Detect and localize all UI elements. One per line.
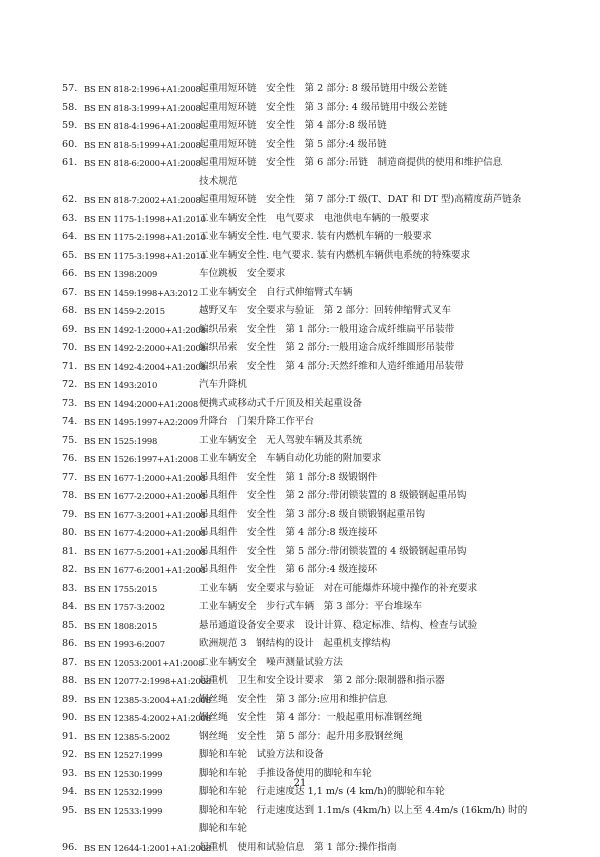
standard-title: 编织吊索 安全性 第 1 部分:一般用途合成纤维扁平吊装带 [199,323,455,335]
item-number: 67. [62,286,78,298]
item-number: 63. [62,212,78,224]
standard-item [0,247,600,265]
standard-code: BS EN 12077-2:1998+A1:2008 [84,676,211,686]
standard-item [0,265,600,283]
standard-title: 工业车辆安全 步行式车辆 第 3 部分：平台堆垛车 [199,601,423,612]
standard-item [0,432,600,450]
item-number: 64. [62,231,78,242]
standard-title: 悬吊通道设备安全要求 设计计算、稳定标准、结构、检查与试验 [199,619,478,631]
standard-title: 工业车辆安全 噪声测量试验方法 [199,656,343,668]
standard-code: BS EN 818-6:2000+A1:2008 [84,158,201,168]
standard-code: BS EN 12532:1999 [84,787,163,797]
standard-title-continuation-row [0,173,600,191]
standard-item [0,228,600,246]
standard-title: 起重用短环链 安全性 第 5 部分:4 级吊链 [199,138,387,150]
standard-code: BS EN 12530:1999 [84,768,163,779]
standard-item [0,746,600,764]
item-number: 83. [62,582,78,594]
standard-title: 吊具组件 安全性 第 4 部分:8 级连接环 [199,527,378,538]
standard-code: BS EN 1175-1:1998+A1:2010 [84,213,206,224]
item-number: 90. [62,712,78,723]
standard-code: BS EN 12385-5:2002 [84,731,170,742]
item-number: 93. [62,767,78,779]
standard-code: BS EN 1492-1:2000+A1:2008 [84,324,206,335]
item-number: 61. [62,157,78,168]
standard-item [0,136,600,154]
item-number: 91. [62,730,78,742]
standard-title: 便携式或移动式千斤顶及相关起重设备 [199,397,363,409]
standard-item [0,709,600,727]
standard-code: BS EN 12527:1999 [84,750,163,760]
standard-code: BS EN 1525:1998 [84,435,158,446]
standard-item [0,302,600,320]
item-number: 70. [62,342,78,353]
item-number: 71. [62,360,78,372]
standard-item [0,635,600,653]
standard-item [0,80,600,98]
item-number: 96. [62,841,78,853]
standard-title: 欧洲规范 3 钢结构的设计 起重机支撑结构 [199,638,391,649]
standard-code: BS EN 1493:2010 [84,380,158,390]
standard-title: 编织吊索 安全性 第 4 部分:天然纤维和人造纤维通用吊装带 [199,360,464,372]
standard-item [0,654,600,672]
standard-item [0,543,600,561]
standard-item [0,358,600,376]
standard-code: BS EN 1494:2000+A1:2008 [84,398,199,409]
standard-title: 脚轮和车轮 手推设备使用的脚轮和车轮 [199,767,372,779]
standard-title: 起重用短环链 安全性 第 6 部分:吊链 制造商提供的使用和维护信息 [199,157,503,168]
standard-item [0,191,600,209]
standard-code: BS EN 818-5:1999+A1:2008 [84,139,201,150]
standard-item [0,321,600,339]
standard-title: 汽车升降机 [199,379,247,390]
standard-code: BS EN 1398:2009 [84,269,158,279]
standard-title: 工业车辆安全 车辆自动化功能的附加要求 [199,453,382,464]
item-number: 76. [62,453,78,464]
item-number: 69. [62,323,78,335]
standard-title: 起重用短环链 安全性 第 3 部分: 4 级吊链用中级公差链 [199,101,448,113]
standard-item [0,413,600,431]
standard-title: 工业车辆安全性 电气要求 电池供电车辆的一般要求 [199,212,430,224]
item-number: 78. [62,490,78,501]
standard-title: 起重用短环链 安全性 第 2 部分: 8 级吊链用中级公差链 [199,83,448,94]
standard-title: 起重机 卫生和安全设计要求 第 2 部分:限制器和指示器 [199,675,445,686]
standard-item [0,154,600,172]
standard-item [0,395,600,413]
item-number: 73. [62,397,78,409]
standard-title: 钢丝绳 安全性 第 3 部分:应用和维护信息 [199,693,388,705]
item-number: 66. [62,268,78,279]
standard-code: BS EN 1175-3:1998+A1:2010 [84,250,206,261]
standard-code: BS EN 1459:1998+A3:2012 [84,287,199,298]
standard-title: 工业车辆安全性. 电气要求. 装有内燃机车辆供电系统的特殊要求 [199,249,471,261]
standard-code: BS EN 1808:2015 [84,620,158,631]
item-number: 68. [62,305,78,316]
standard-title: 钢丝绳 安全性 第 4 部分：一般起重用标准钢丝绳 [199,712,423,723]
standard-title: 车位跳板 安全要求 [199,268,286,279]
standard-item [0,210,600,228]
item-number: 89. [62,693,78,705]
standard-code: BS EN 1677-3:2001+A1:2008 [84,509,206,520]
page-number: 21 [293,778,307,789]
standard-title-continuation-row [0,820,600,838]
item-number: 79. [62,508,78,520]
standard-title: 工业车辆安全 无人驾驶车辆及其系统 [199,434,363,446]
standard-code: BS EN 12385-4:2002+A1:2008 [84,713,211,723]
item-number: 75. [62,434,78,446]
standard-code: BS EN 12053:2001+A1:2008 [84,657,204,668]
standard-code: BS EN 1677-6:2001+A1:2008 [84,565,206,575]
standard-title: 起重机 使用和试验信息 第 1 部分:操作指南 [199,841,397,853]
item-number: 60. [62,138,78,150]
item-number: 72. [62,379,78,390]
standard-title: 工业车辆 安全要求与验证 对在可能爆炸环境中操作的补充要求 [199,582,478,594]
standard-item [0,99,600,117]
standard-item [0,728,600,746]
standard-item [0,339,600,357]
standard-item [0,524,600,542]
standard-title-continuation: 技术规范 [199,175,238,187]
item-number: 86. [62,638,78,649]
standard-title: 脚轮和车轮 行走速度达 1,1 m/s (4 km/h)的脚轮和车轮 [199,786,445,797]
standard-title: 工业车辆安全性. 电气要求. 装有内燃机车辆的一般要求 [199,231,432,242]
standard-item [0,450,600,468]
standard-code: BS EN 12644-1:2001+A1:2008 [84,842,211,853]
item-number: 87. [62,656,78,668]
item-number: 92. [62,749,78,760]
item-number: 95. [62,804,78,816]
standard-code: BS EN 1526:1997+A1:2008 [84,454,199,464]
item-number: 85. [62,619,78,631]
standard-item [0,487,600,505]
standard-code: BS EN 1677-1:2000+A1:2008 [84,472,206,483]
standard-code: BS EN 1175-2:1998+A1:2010 [84,232,206,242]
item-number: 84. [62,601,78,612]
standard-code: BS EN 1677-4:2000+A1:2008 [84,528,206,538]
standard-title: 吊具组件 安全性 第 1 部分:8 级锻钢件 [199,471,378,483]
standard-title: 吊具组件 安全性 第 3 部分:8 级自锁锻钢起重吊钩 [199,508,426,520]
item-number: 59. [62,120,78,131]
item-number: 74. [62,416,78,427]
standard-code: BS EN 818-3:1999+A1:2008 [84,102,201,113]
item-number: 62. [62,194,78,205]
standard-code: BS EN 1677-2:2000+A1:2008 [84,491,206,501]
item-number: 57. [62,83,78,94]
standard-code: BS EN 1755:2015 [84,583,158,594]
item-number: 80. [62,527,78,538]
standard-code: BS EN 1492-4:2004+A1:2008 [84,361,206,372]
standard-title: 吊具组件 安全性 第 2 部分:带闭锁装置的 8 级锻钢起重吊钩 [199,490,467,501]
standard-code: BS EN 1459-2:2015 [84,306,165,316]
standard-title: 脚轮和车轮 行走速度达到 1.1m/s (4km/h) 以上至 4.4m/s (16km/h) 时的 [199,804,528,816]
item-number: 58. [62,101,78,113]
standard-item [0,617,600,635]
standard-item [0,691,600,709]
standard-item [0,376,600,394]
standard-item [0,598,600,616]
standard-item [0,802,600,820]
standard-item [0,672,600,690]
standard-title: 脚轮和车轮 试验方法和设备 [199,749,324,760]
standard-title: 钢丝绳 安全性 第 5 部分：起升用多股钢丝绳 [199,730,404,742]
standard-title: 起重用短环链 安全性 第 7 部分:T 级(T、DAT 和 DT 型)高精度葫芦链条 [199,194,522,205]
standard-item [0,284,600,302]
standard-item [0,506,600,524]
standard-title: 编织吊索 安全性 第 2 部分:一般用途合成纤维圆形吊装带 [199,342,455,353]
item-number: 65. [62,249,78,261]
standard-title: 吊具组件 安全性 第 5 部分:带闭锁装置的 4 级锻钢起重吊钩 [199,545,467,557]
item-number: 82. [62,564,78,575]
standard-title-continuation: 脚轮和车轮 [199,823,247,834]
standard-title: 工业车辆安全 自行式伸缩臂式车辆 [199,286,353,298]
standard-code: BS EN 1993-6:2007 [84,639,165,649]
standard-item [0,117,600,135]
standard-title: 吊具组件 安全性 第 6 部分:4 级连接环 [199,564,378,575]
standard-code: BS EN 1492-2:2000+A1:2008 [84,343,206,353]
standard-code: BS EN 1757-3:2002 [84,602,165,612]
standard-item [0,561,600,579]
standard-item [0,580,600,598]
standard-title: 升降台 门架升降工作平台 [199,416,315,427]
standard-code: BS EN 12533:1999 [84,805,163,816]
standard-code: BS EN 1495:1997+A2:2009 [84,417,199,427]
item-number: 81. [62,545,78,557]
standard-code: BS EN 12385-3:2004+A1:2008 [84,694,211,705]
standard-code: BS EN 818-7:2002+A1:2008 [84,195,201,205]
item-number: 88. [62,675,78,686]
standard-title: 起重用短环链 安全性 第 4 部分:8 级吊链 [199,120,387,131]
item-number: 77. [62,471,78,483]
standard-title: 越野叉车 安全要求与验证 第 2 部分：回转伸缩臂式叉车 [199,305,452,316]
standard-code: BS EN 818-2:1996+A1:2008 [84,84,201,94]
standard-item [0,469,600,487]
item-number: 94. [62,786,78,797]
standard-code: BS EN 818-4:1996+A1:2008 [84,121,201,131]
standard-code: BS EN 1677-5:2001+A1:2008 [84,546,206,557]
